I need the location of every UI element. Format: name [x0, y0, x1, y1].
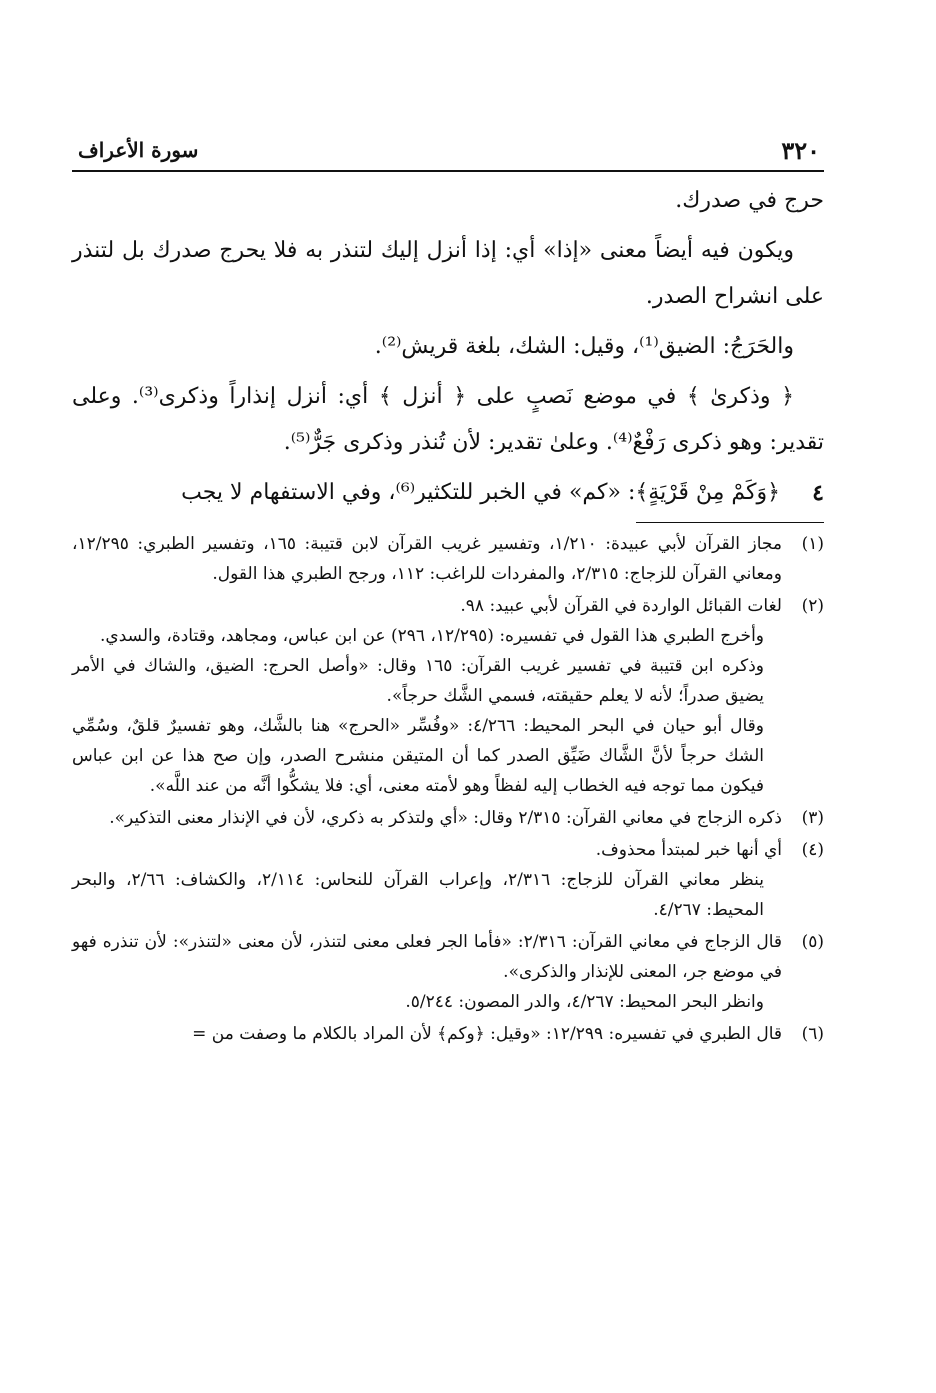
footnote-text: ينظر معاني القرآن للزجاج: ٢/٣١٦، وإعراب القرآن للنحاس: ٢/١١٤، والكشاف: ٢/٦٦، والبحر المحيط: ٤/٢٦٧. [72, 870, 764, 920]
footnote-text: وقال أبو حيان في البحر المحيط: ٤/٢٦٦: «وفُسِّر «الحرج» هنا بالشَّك، وهو تفسيرٌ قلقٌ، وسُمِّي الشك حرجاً لأنَّ الشَّاك ضَيِّق الصدر كما أن المتيقن منشرح الصدر، وإن صح هذا عن ابن عباس فيكون مما توجه فيه الخطاب إليه لفظاً وهو لأمته معنى، أي: فلا يشكُّوا أنَّه من عند اللَّه». [72, 716, 764, 796]
footnote-text: وانظر البحر المحيط: ٤/٢٦٧، والدر المصون: ٥/٢٤٤. [405, 992, 764, 1012]
page-header [72, 136, 824, 172]
footnote-text: قال الطبري في تفسيره: ١٢/٢٩٩: «وقيل: ﴿وكم﴾ لأن المراد بالكلام ما وصفت من = [192, 1024, 782, 1044]
footnote-text: وذكره ابن قتيبة في تفسير غريب القرآن: ١٦٥ وقال: «وأصل الحرج: الضيق، والشاك في الأمر يضيق صدراً؛ لأنه لا يعلم حقيقته، فسمي الشَّك حرجاً». [72, 656, 764, 706]
paragraph: ﴿وَكَمْ مِنْ قَرْيَةٍ﴾: «كم» في الخبر للتكثير⁽⁶⁾، وفي الاستفهام لا يجب [181, 480, 780, 505]
footnote [72, 835, 824, 925]
footnote-text: لغات القبائل الواردة في القرآن لأبي عبيد: ٩٨. [460, 596, 782, 616]
footnote [72, 927, 824, 1017]
footnote-text: ذكره الزجاج في معاني القرآن: ٢/٣١٥ وقال: «أي ولتذكر به ذكري، لأن في الإنذار معنى التذكير». [109, 808, 782, 828]
paragraph: والحَرَجُ: الضيق⁽¹⁾، وقيل: الشك، بلغة قريش⁽²⁾. [374, 334, 794, 359]
paragraph: حرج في صدرك. [675, 188, 824, 213]
footnote-number: (٤) [801, 840, 824, 860]
footnote-number: (٢) [801, 596, 824, 616]
footnote-number: (٣) [801, 808, 824, 828]
footnote-number: (١) [801, 534, 824, 554]
main-text [72, 178, 824, 516]
footnote-divider [636, 522, 824, 523]
footnote-text: وأخرج الطبري هذا القول في تفسيره: (١٢/٢٩٥، ٢٩٦) عن ابن عباس، ومجاهد، وقتادة، والسدي. [100, 626, 764, 646]
footnote-text: أي أنها خبر لمبتدأ محذوف. [595, 840, 782, 860]
footnote [72, 803, 824, 833]
book-page [72, 136, 824, 1051]
footnote-number: (٥) [801, 932, 824, 952]
paragraph: ويكون فيه أيضاً معنى «إذا» أي: إذا أنزل إليك لتنذر به فلا يحرج صدرك بل لتنذر على انشراح الصدر. [72, 238, 824, 309]
verse-paragraph [72, 470, 824, 516]
footnote [72, 1019, 824, 1049]
footnote-text: قال الزجاج في معاني القرآن: ٢/٣١٦: «فأما الجر فعلى معنى لتنذر، لأن معنى «لتنذر»: لأن تنذره فهو في موضع جر، المعنى للإنذار والذكرى». [72, 932, 783, 982]
verse-number: ٤ [812, 480, 824, 506]
footnote-number: (٦) [801, 1024, 824, 1044]
footnote [72, 591, 824, 801]
footnote [72, 529, 824, 589]
footnotes [72, 529, 824, 1049]
page-number: ٣٢٠ [781, 136, 820, 165]
footnote-text: مجاز القرآن لأبي عبيدة: ١/٢١٠، وتفسير غريب القرآن لابن قتيبة: ١٦٥، وتفسير الطبري: ١٢/٢٩٥، ومعاني القرآن للزجاج: ٢/٣١٥، والمفردات للراغب: ١١٢، ورجح الطبري هذا القول. [72, 534, 783, 584]
paragraph: ﴿ وذكرىٰ ﴾ في موضع نَصبٍ على ﴿ أنزل ﴾ أي: أنزل إنذاراً وذكرى⁽³⁾. وعلى تقدير: وهو ذكرى رَفْعٌ⁽⁴⁾. وعلىٰ تقدير: لأن تُنذر وذكرى جَرٌّ⁽⁵⁾. [72, 384, 824, 455]
running-title: سورة الأعراف [78, 138, 199, 162]
